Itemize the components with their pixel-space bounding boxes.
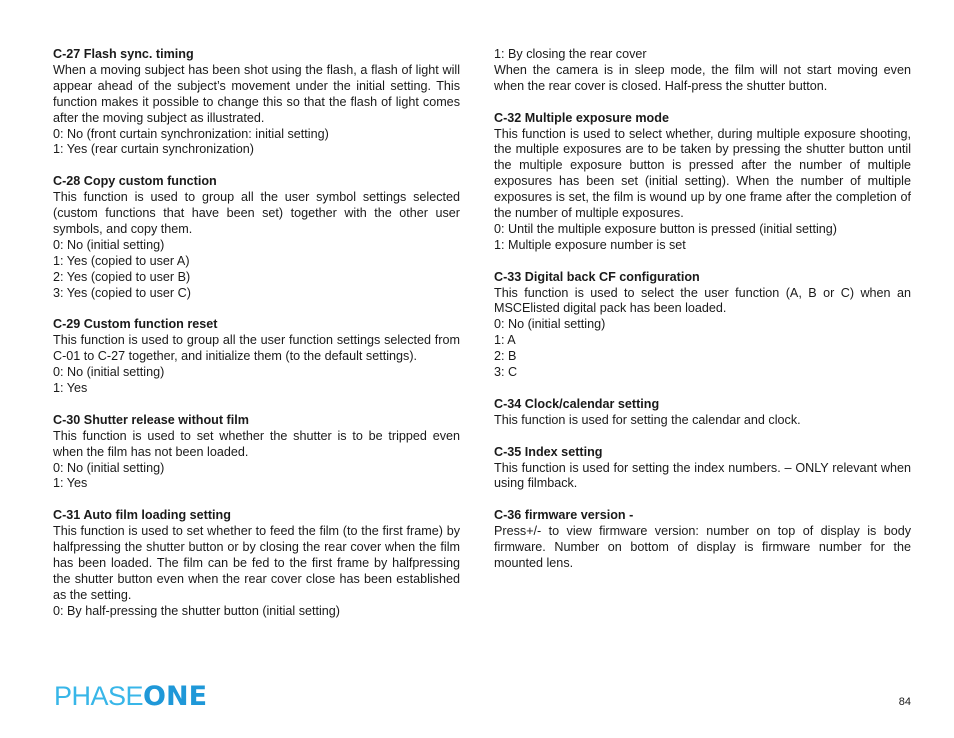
setting-option: 2: Yes (copied to user B) bbox=[53, 269, 191, 284]
setting-option: 0: Until the multiple exposure button is pressed (initial setting) bbox=[494, 221, 838, 236]
setting-option: 1: A bbox=[494, 333, 516, 348]
section-heading: C-32 Multiple exposure mode bbox=[494, 110, 669, 125]
section-note: When the camera is in sleep mode, the film will not start moving even when the rear cover is closed. Half-press the shutter button. bbox=[494, 62, 911, 93]
section-heading: C-33 Digital back CF configuration bbox=[494, 269, 700, 284]
section-heading: C-27 Flash sync. timing bbox=[53, 47, 194, 61]
section-heading: C-34 Clock/calendar setting bbox=[494, 396, 660, 411]
function-section bbox=[53, 508, 460, 619]
section-description: Press+/- to view firmware version: number on top of display is body firmware. Number on bottom of display is firmware number for the mounted lens. bbox=[494, 524, 911, 570]
function-section bbox=[53, 317, 460, 397]
setting-option: 0: No (initial setting) bbox=[53, 237, 165, 252]
section-description: This function is used to group all the user symbol settings selected (custom functions that have been set) together with the other user symbols, and copy them. bbox=[53, 190, 460, 236]
function-section bbox=[494, 508, 911, 572]
logo-bold-text: ONE bbox=[143, 681, 208, 712]
setting-option: 0: No (initial setting) bbox=[494, 317, 606, 332]
function-section bbox=[53, 47, 460, 158]
phase-one-logo bbox=[54, 681, 208, 712]
section-description: This function is used to select whether, during multiple exposure shooting, the multiple exposures are to be taken by pressing the shutter button until the multiple exposure button is pressed after the number of multiple exposures has been set (initial setting). When the number of multiple exposures is set, the film is wound up by one frame after the completion of the number of multiple exposures. bbox=[494, 126, 911, 221]
section-description: This function is used to set whether to feed the film (to the first frame) by halfpressing the shutter button or by closing the rear cover when the film has been loaded. The film can be fed to the first frame by halfpressing the shutter button even when the rear cover close has been established as the setting. bbox=[53, 524, 460, 602]
function-section bbox=[494, 445, 911, 493]
function-section bbox=[494, 47, 911, 95]
section-description: This function is used for setting the index numbers. – ONLY relevant when using filmback. bbox=[494, 460, 911, 491]
section-heading: C-31 Auto film loading setting bbox=[53, 508, 231, 523]
setting-option: 1: Yes bbox=[53, 381, 88, 395]
setting-option: 1: Yes (rear curtain synchronization) bbox=[53, 142, 254, 157]
section-heading: C-36 firmware version - bbox=[494, 508, 634, 523]
setting-option: 0: No (initial setting) bbox=[53, 365, 165, 380]
section-heading: C-28 Copy custom function bbox=[53, 174, 217, 189]
section-description: When a moving subject has been shot using the flash, a flash of light will appear ahead of the subject’s movement under the initial setting. This function makes it possible to change this so that the flash of light comes after the moving subject as illustrated. bbox=[53, 62, 460, 125]
section-description: This function is used for setting the calendar and clock. bbox=[494, 412, 801, 427]
function-section bbox=[53, 413, 460, 493]
setting-option: 3: C bbox=[494, 365, 518, 380]
section-description: This function is used to group all the user function settings selected from C-01 to C-27 together, and initialize them (to the default settings). bbox=[53, 333, 460, 364]
setting-option: 0: No (front curtain synchronization: initial setting) bbox=[53, 126, 329, 141]
section-description: This function is used to set whether the shutter is to be tripped even when the film has not been loaded. bbox=[53, 428, 460, 459]
function-section bbox=[494, 397, 911, 429]
page-number: 84 bbox=[898, 696, 911, 708]
setting-option: 0: No (initial setting) bbox=[53, 460, 165, 475]
setting-option: 2: B bbox=[494, 349, 517, 364]
setting-option: 1: Multiple exposure number is set bbox=[494, 237, 686, 252]
setting-option: 1: Yes bbox=[53, 476, 88, 491]
left-column bbox=[53, 47, 460, 635]
section-heading: C-35 Index setting bbox=[494, 444, 603, 459]
setting-option: 0: By half-pressing the shutter button (initial setting) bbox=[53, 603, 341, 618]
section-description: This function is used to select the user function (A, B or C) when an MSCElisted digital pack has been loaded. bbox=[494, 285, 911, 316]
section-heading: C-29 Custom function reset bbox=[53, 317, 218, 332]
function-section bbox=[494, 270, 911, 381]
section-heading: C-30 Shutter release without film bbox=[53, 412, 249, 427]
setting-option: 3: Yes (copied to user C) bbox=[53, 285, 191, 300]
setting-option: 1: Yes (copied to user A) bbox=[53, 253, 190, 268]
logo-light-text: PHASE bbox=[54, 681, 144, 711]
function-section bbox=[494, 111, 911, 254]
setting-option: 1: By closing the rear cover bbox=[494, 47, 647, 61]
function-section bbox=[53, 174, 460, 301]
right-column bbox=[494, 47, 911, 588]
